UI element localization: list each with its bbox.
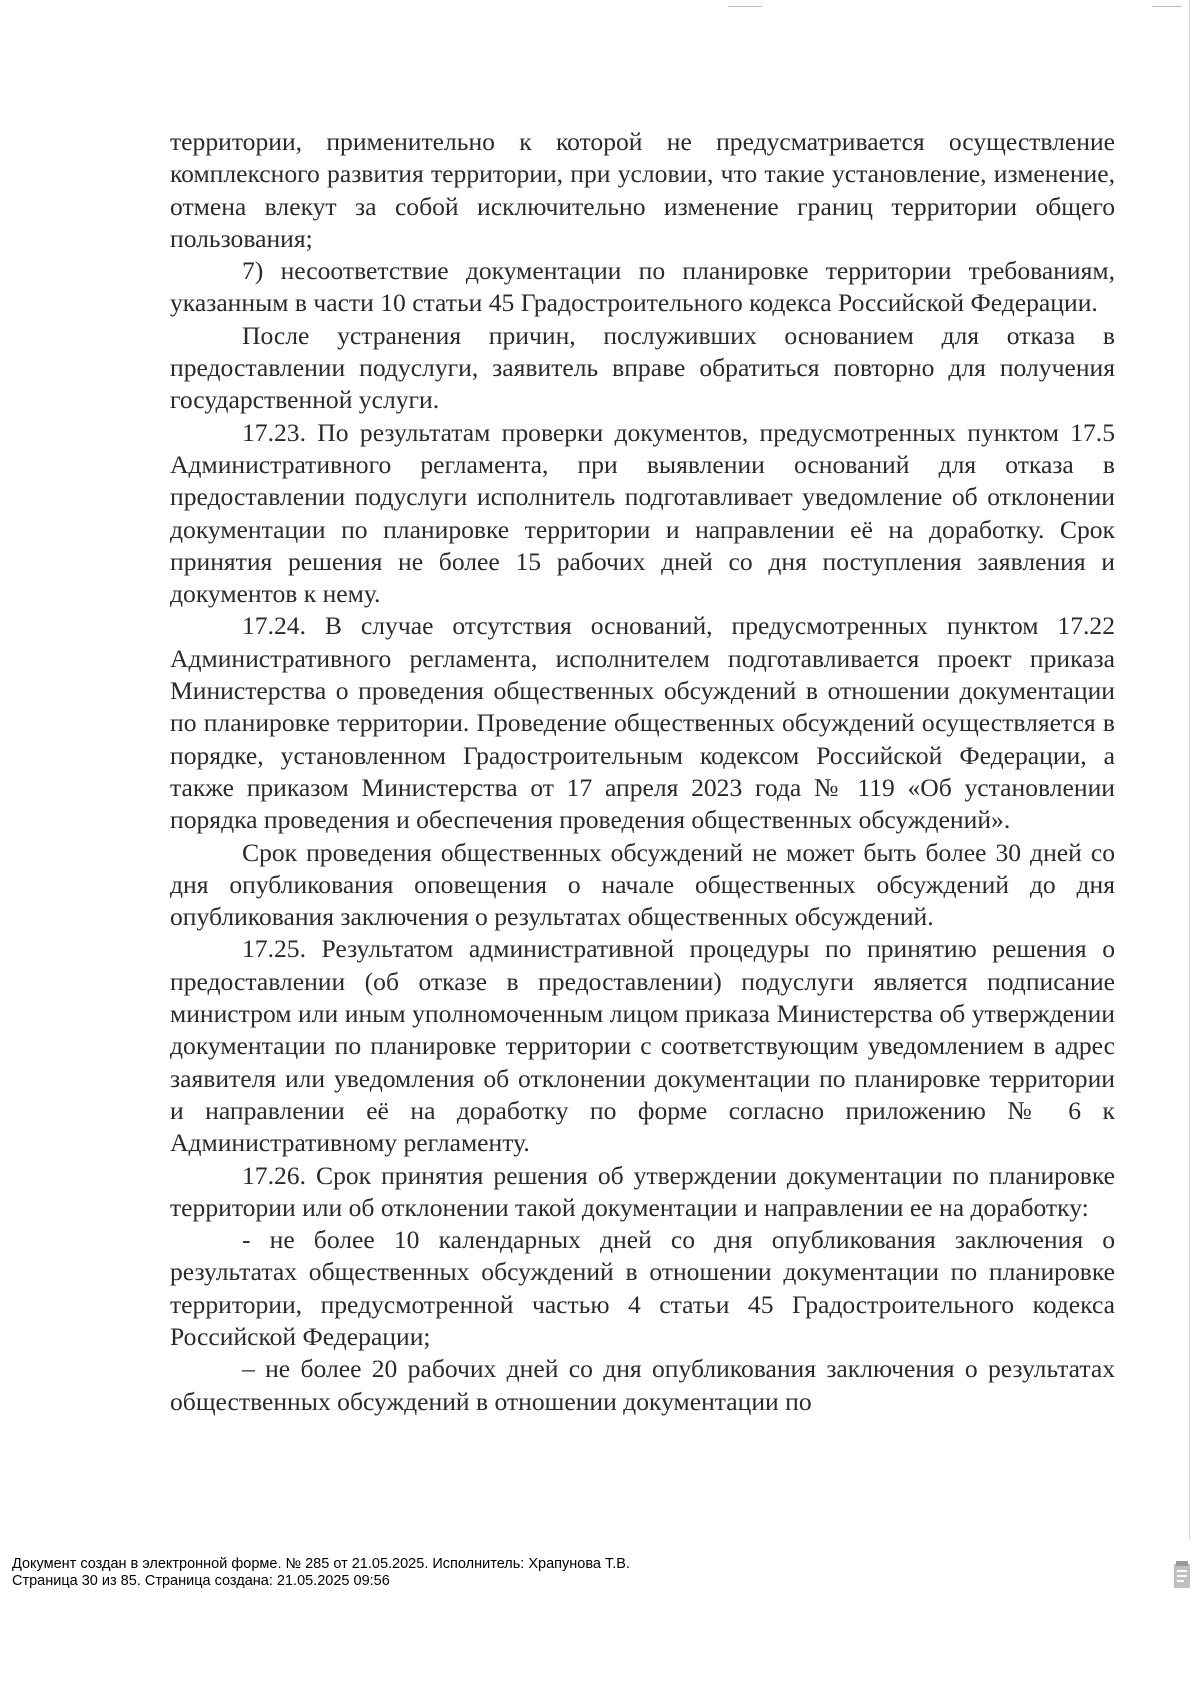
document-footer	[12, 1556, 630, 1590]
document-body	[170, 126, 1115, 1418]
paragraph: 17.25. Результатом административной процедуры по принятию решения о предоставлении (об отказе в предоставлении) подуслуги является подписание министром или иным уполномоченным лицом приказа Министерства об утверждении документации по планировке территории с соответствующим уведомлением в адрес заявителя или уведомления об отклонении документации по планировке территории и направлении её на доработку по форме согласно приложению № 6 к Административному регламенту.	[170, 934, 1115, 1158]
paragraph: Срок проведения общественных обсуждений не может быть более 30 дней со дня опубликования оповещения о начале общественных обсуждений до дня опубликования заключения о результатах общественных обсуждений.	[170, 837, 1115, 932]
page-edge	[1189, 0, 1190, 1540]
paragraph: 17.26. Срок принятия решения об утверждении документации по планировке территории или об отклонении такой документации и направлении ее на доработку:	[170, 1160, 1115, 1222]
paragraph: территории, применительно к которой не предусматривается осуществление комплексного развития территории, при условии, что такие установление, изменение, отмена влекут за собой исключительно изменение границ территории общего пользования;	[170, 127, 1115, 253]
paragraph: 17.24. В случае отсутствия оснований, предусмотренных пунктом 17.22 Административного регламента, исполнителем подготавливается проект приказа Министерства о проведения общественных обсуждений в отношении документации по планировке территории. Проведение общественных обсуждений осуществляется в порядке, установленном Градостроительным кодексом Российской Федерации, а также приказом Министерства от 17 апреля 2023 года № 119 «Об установлении порядка проведения и обеспечения проведения общественных обсуждений».	[170, 611, 1115, 835]
paragraph: 17.23. По результатам проверки документов, предусмотренных пунктом 17.5 Административного регламента, при выявлении оснований для отказа в предоставлении подуслуги исполнитель подготавливает уведомление об отклонении документации по планировке территории и направлении её на доработку. Срок принятия решения не более 15 рабочих дней со дня поступления заявления и документов к нему.	[170, 417, 1115, 609]
footer-document-info: Документ создан в электронной форме. № 285 от 21.05.2025. Исполнитель: Храпунова Т.В.	[12, 1556, 630, 1572]
document-stamp-icon	[1172, 1560, 1192, 1592]
paragraph: - не более 10 календарных дней со дня опубликования заключения о результатах общественных обсуждений в отношении документации по планировке территории, предусмотренной частью 4 статьи 45 Градостроительного кодекса Российской Федерации;	[170, 1225, 1115, 1351]
paragraph: 7) несоответствие документации по планировке территории требованиям, указанным в части 10 статьи 45 Градостроительного кодекса Российской Федерации.	[170, 256, 1115, 318]
footer-page-info: Страница 30 из 85. Страница создана: 21.05.2025 09:56	[12, 1573, 390, 1589]
paragraph: После устранения причин, послуживших основанием для отказа в предоставлении подуслуги, заявитель вправе обратиться повторно для получения государственной услуги.	[170, 320, 1115, 415]
paragraph: – не более 20 рабочих дней со дня опубликования заключения о результатах общественных обсуждений в отношении документации по	[170, 1354, 1115, 1416]
scan-mark	[1152, 6, 1182, 7]
scan-mark	[728, 6, 762, 7]
